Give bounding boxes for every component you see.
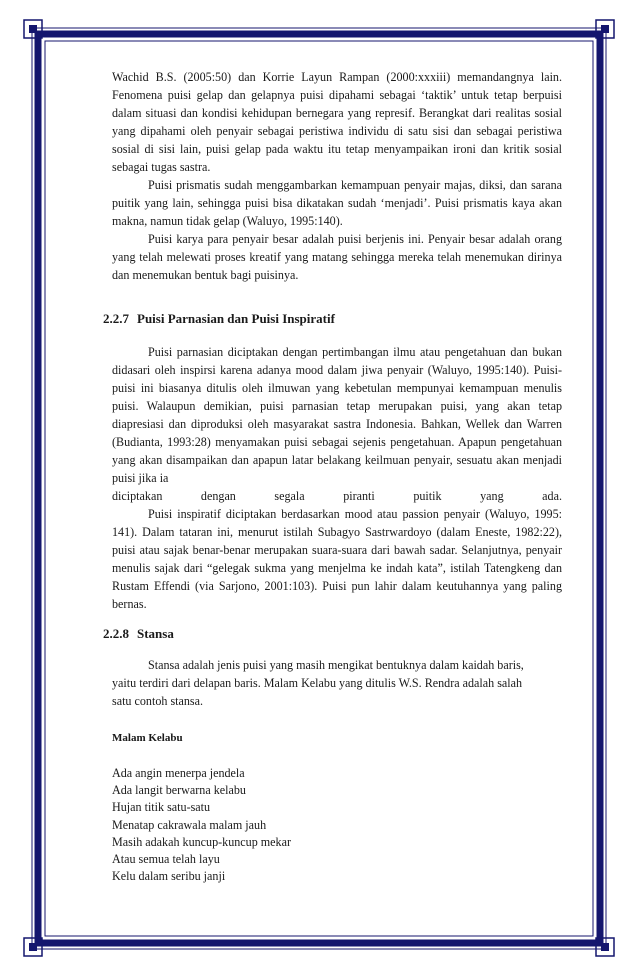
section-title: Stansa — [137, 626, 174, 641]
paragraph: Puisi parnasian diciptakan dengan pertimbangan ilmu atau pengetahuan dan bukan didasari oleh inspirsi karena adanya mood dalam jiwa penyair (Waluyo, 1995:140). Puisi-puisi ini biasanya ditulis oleh ilmuwan yang kebetulan mempunyai kemampuan menulis puisi. Walaupun demikian, puisi parnasian tetap merupakan puisi, yang akan tetap diapresiasi dan diproduksi oleh masyarakat sastra Indonesia. Bahkan, Wellek dan Warren (Budianta, 1993:28) menyamakan puisi sebagai sejenis pengetahuan. Apapun pengetahuan yang akan disampaikan dan apapun latar belakang keilmuan penyair, sesuatu akan menjadi puisi jika ia — [112, 345, 562, 485]
poem-line: Kelu dalam seribu janji — [112, 869, 226, 884]
poem-line: Atau semua telah layu — [112, 852, 220, 867]
paragraph: Puisi inspiratif diciptakan berdasarkan mood atau passion penyair (Waluyo, 1995: 141). Dalam tataran ini, menurut istilah Subagyo Sastrwardoyo (dalam Eneste, 1982:22), puisi atau sajak benar-benar merupakan suara-suara dari bawah sadar. Selanjutnya, penyair menulis sajak dari “gelegak sukma yang menjelma ke indah kata”, istilah Tatengkeng dan Rustam Effendi (via Sarjono, 2001:103). Puisi pun lahir dalam keutuhannya yang paling bernas. — [112, 507, 562, 611]
paragraph: Wachid B.S. (2005:50) dan Korrie Layun Rampan (2000:xxxiii) memandangnya lain. Fenomena puisi gelap dan gelapnya puisi dipahami sebagai ‘taktik’ untuk tetap berpuisi dalam situasi dan kondisi kehidupan bernegara yang represif. Berangkat dari realitas sosial yang dipahami oleh penyair sebagai peristiwa individu di satu sisi dan sebagai peristiwa sosial di sisi lain, puisi gelap pada waktu itu tetap menyampaikan ironi dan kritik sosial sebagai tugas sastra. — [112, 70, 562, 174]
poem-line: Hujan titik satu-satu — [112, 800, 211, 815]
section-heading-228 — [103, 626, 174, 642]
poem-line: Ada angin menerpa jendela — [112, 766, 245, 780]
poem-line: Ada langit berwarna kelabu — [112, 783, 246, 798]
section-227-body — [112, 343, 562, 613]
poem-title: Malam Kelabu — [112, 732, 183, 744]
poem-line: Masih adakah kuncup-kuncup mekar — [112, 834, 291, 849]
top-paragraphs — [112, 68, 562, 284]
section-228-body — [112, 656, 542, 710]
section-heading-227 — [103, 311, 335, 327]
paragraph: Puisi prismatis sudah menggambarkan kemampuan penyair majas, diksi, dan sarana puitik yang lain, sehingga puisi bisa dikatakan sudah ‘menjadi’. Puisi prismatis kaya akan makna, namun tidak gelap (Waluyo, 1995:140). — [112, 178, 562, 228]
poem — [112, 729, 562, 885]
poem-line: Menatap cakrawala malam jauh — [112, 817, 267, 832]
paragraph-last-line: diciptakan dengan segala piranti puitik yang ada. — [112, 489, 562, 503]
section-title: Puisi Parnasian dan Puisi Inspiratif — [137, 311, 335, 326]
section-number: 2.2.8 — [103, 626, 129, 641]
paragraph: Puisi karya para penyair besar adalah puisi berjenis ini. Penyair besar adalah orang yang telah melewati proses kreatif yang matang sehingga mereka telah menemukan dirinya dan menemukan bentuk bagi puisinya. — [112, 232, 562, 282]
paragraph: Stansa adalah jenis puisi yang masih mengikat bentuknya dalam kaidah baris, yaitu terdiri dari delapan baris. Malam Kelabu yang ditulis W.S. Rendra adalah salah satu contoh stansa. — [112, 658, 524, 708]
section-number: 2.2.7 — [103, 311, 129, 326]
